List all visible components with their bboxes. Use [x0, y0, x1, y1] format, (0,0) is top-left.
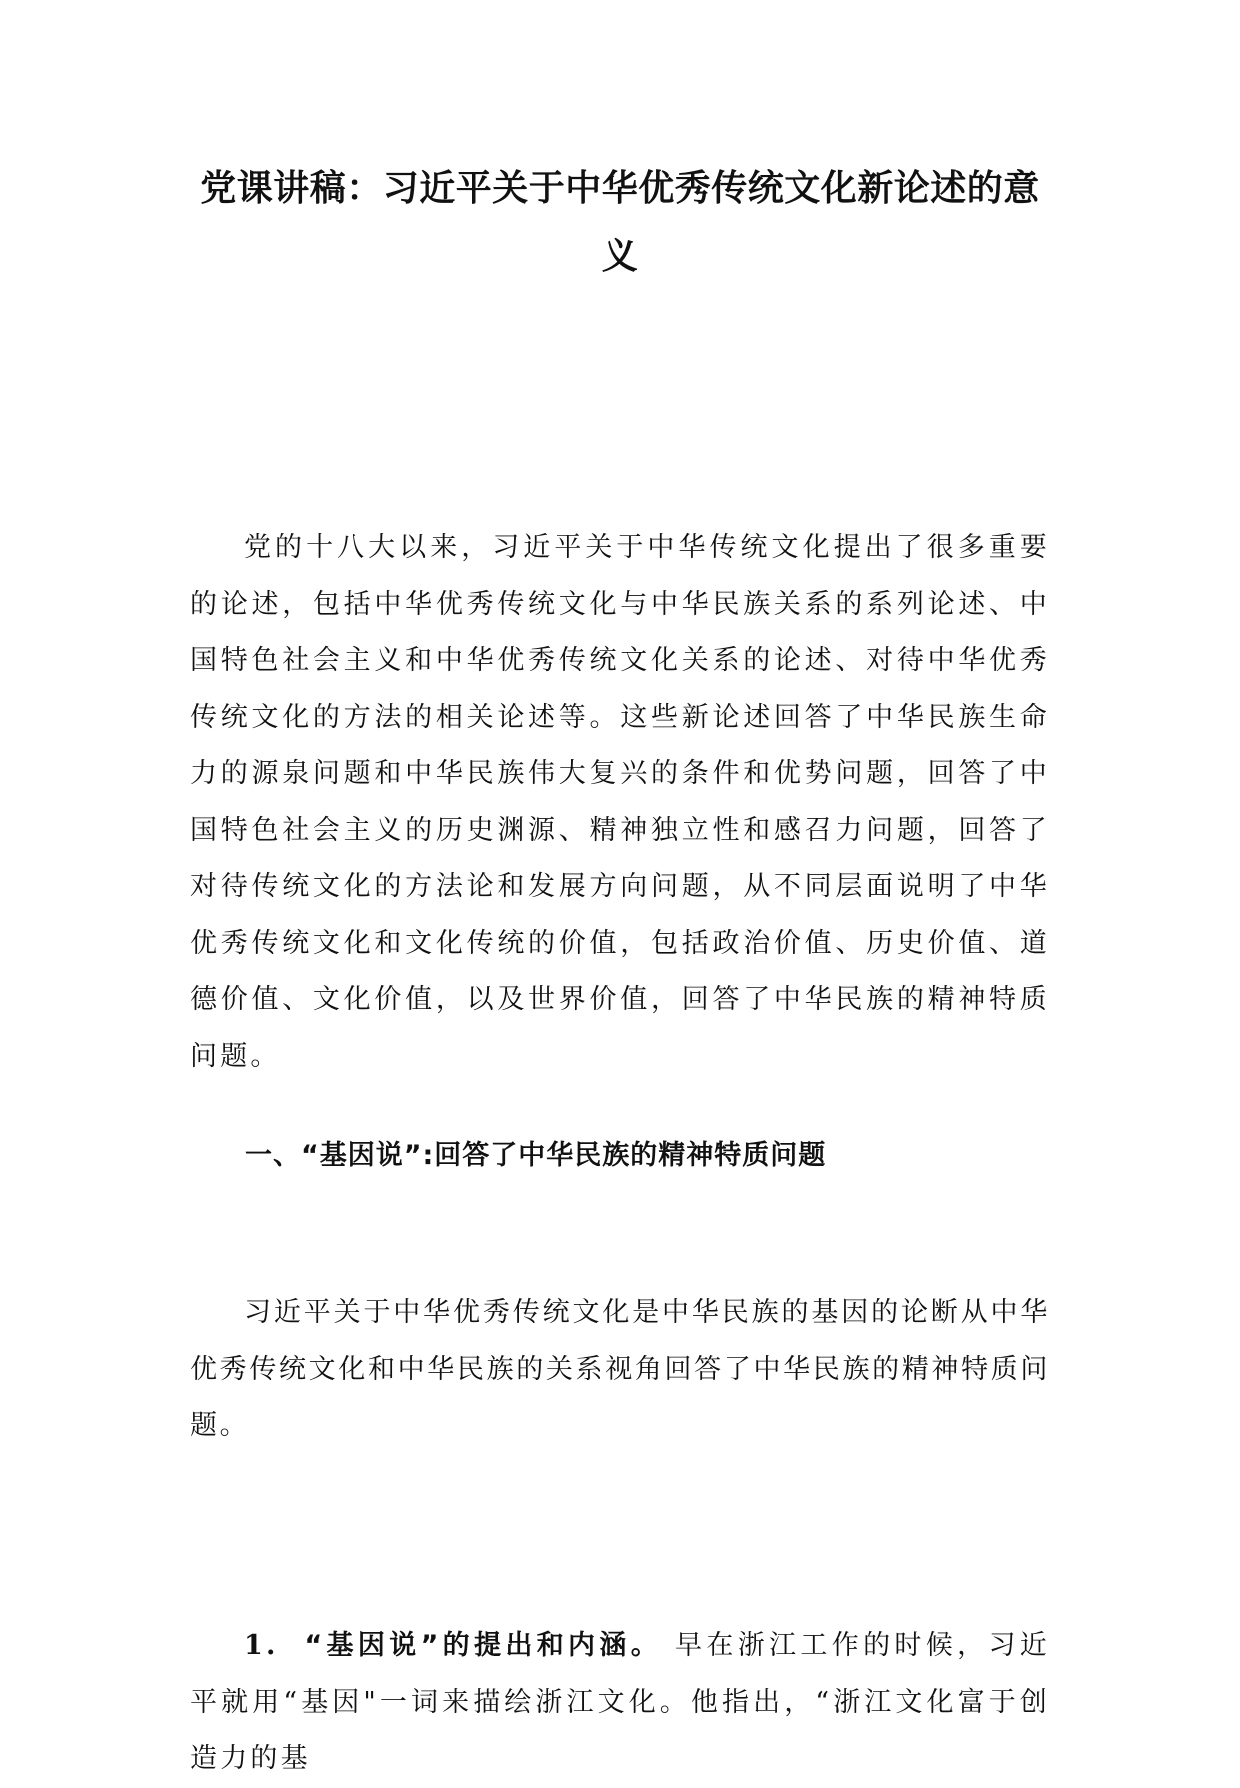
section-paragraph: 习近平关于中华优秀传统文化是中华民族的基因的论断从中华优秀传统文化和中华民族的关系视角回答了中华民族的精神特质问题。 [190, 1297, 1050, 1441]
intro-paragraph: 党的十八大以来，习近平关于中华传统文化提出了很多重要的论述，包括中华优秀传统文化与中华民族关系的系列论述、中国特色社会主义和中华优秀传统文化关系的论述、对待中华优秀传统文化的方法的相关论述等。这些新论述回答了中华民族生命力的源泉问题和中华民族伟大复兴的条件和优势问题，回答了中国特色社会主义的历史渊源、精神独立性和感召力问题，回答了对待传统文化的方法论和发展方向问题，从不同层面说明了中华优秀传统文化和文化传统的价值，包括政治价值、历史价值、道德价值、文化价值，以及世界价值，回答了中华民族的精神特质问题。 [190, 532, 1050, 1072]
document-title: 党课讲稿：习近平关于中华优秀传统文化新论述的意义 [200, 168, 1040, 277]
subsection-paragraph [190, 1618, 1050, 1788]
subsection-number: 1. [244, 1630, 279, 1661]
subsection-label: “基因说”的提出和内涵。 [304, 1630, 663, 1661]
subsection-text: 早在浙江工作的时候，习近平就用“基因"一词来描绘浙江文化。他指出，“浙江文化富于创造力的基 [190, 1630, 1050, 1774]
section-heading: 一、“基因说”:回答了中华民族的精神特质问题 [245, 1140, 827, 1171]
